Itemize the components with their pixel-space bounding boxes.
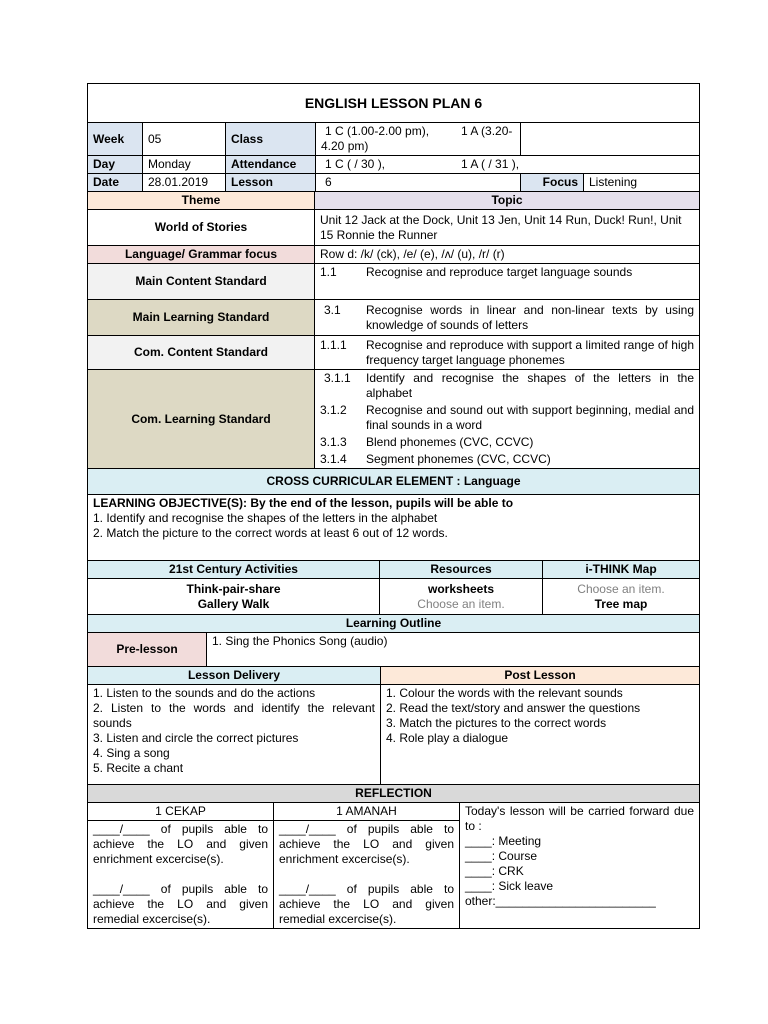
com-content-cell bbox=[315, 336, 700, 370]
com-learning-num: 3.1.2 bbox=[320, 403, 347, 417]
focus-label: Focus bbox=[521, 174, 584, 192]
theme-value: World of Stories bbox=[88, 210, 315, 246]
outline-label: Learning Outline bbox=[88, 615, 700, 633]
lesson-value: 6 bbox=[316, 174, 521, 192]
delivery-item: 3. Listen and circle the correct pictures bbox=[93, 731, 299, 745]
attendance-label: Attendance bbox=[226, 156, 316, 174]
delivery-item: 4. Sing a song bbox=[93, 746, 170, 760]
activities-cell bbox=[88, 579, 380, 615]
class-value-1: 1 C (1.00-2.00 pm), bbox=[325, 124, 430, 138]
class-value-2: 1 A (3.20-4.20 pm) bbox=[321, 124, 513, 153]
com-content-text: Recognise and reproduce with support a limited range of high frequency target language phonemes bbox=[366, 337, 694, 367]
page-title: ENGLISH LESSON PLAN 6 bbox=[88, 84, 700, 123]
objective-item: 2. Match the picture to the correct words at least 6 out of 12 words. bbox=[93, 526, 448, 540]
enrichment-text: ____/____ of pupils able to achieve the LO and given enrichment excercise(s). bbox=[279, 822, 454, 866]
com-learning-text: Segment phonemes (CVC, CCVC) bbox=[366, 452, 551, 466]
com-learning-cell bbox=[315, 370, 700, 469]
objectives-cell bbox=[88, 495, 700, 561]
class-spacer bbox=[521, 123, 700, 156]
delivery-item: 2. Listen to the words and identify the relevant sounds bbox=[93, 701, 375, 730]
class-value bbox=[316, 123, 521, 156]
com-learning-num: 3.1.1 bbox=[324, 371, 351, 385]
post-lesson-label: Post Lesson bbox=[381, 667, 700, 685]
header-table bbox=[87, 83, 700, 192]
objectives-heading: LEARNING OBJECTIVE(S): By the end of the lesson, pupils will be able to bbox=[93, 496, 514, 510]
main-learning-num: 3.1 bbox=[324, 302, 341, 317]
day-label: Day bbox=[88, 156, 143, 174]
remedial-text: ____/____ of pupils able to achieve the LO and given remedial excercise(s). bbox=[93, 882, 268, 926]
post-lesson-item: 1. Colour the words with the relevant sounds bbox=[386, 686, 623, 700]
main-content-cell bbox=[315, 264, 700, 300]
reason-item: ____: CRK bbox=[465, 864, 524, 878]
resources-label: Resources bbox=[380, 561, 543, 579]
reflection-col1-label: 1 CEKAP bbox=[88, 803, 274, 821]
outline-table bbox=[87, 614, 700, 785]
cross-curricular: CROSS CURRICULAR ELEMENT : Language bbox=[88, 469, 700, 495]
com-content-num: 1.1.1 bbox=[320, 337, 347, 352]
ithink-choose-dropdown[interactable]: Choose an item. bbox=[577, 581, 665, 596]
post-lesson-item: 2. Read the text/story and answer the questions bbox=[386, 701, 641, 715]
week-value: 05 bbox=[143, 123, 226, 156]
ithink-item: Tree map bbox=[594, 596, 648, 611]
topic-label: Topic bbox=[315, 192, 700, 210]
activity-item: Gallery Walk bbox=[197, 596, 270, 611]
attendance-value-1: 1 C ( / 30 ), bbox=[325, 157, 386, 171]
objective-item: 1. Identify and recognise the shapes of the letters in the alphabet bbox=[93, 511, 438, 525]
activities-table bbox=[87, 560, 700, 615]
activities-label: 21st Century Activities bbox=[88, 561, 380, 579]
carried-forward-cell bbox=[460, 803, 700, 929]
theme-label: Theme bbox=[88, 192, 315, 210]
main-content-num: 1.1 bbox=[320, 265, 337, 279]
focus-value: Listening bbox=[584, 174, 700, 192]
date-label: Date bbox=[88, 174, 143, 192]
attendance-value-2: 1 A ( / 31 ), bbox=[461, 157, 520, 171]
post-lesson-cell bbox=[381, 685, 700, 785]
main-learning-label: Main Learning Standard bbox=[88, 300, 315, 336]
com-learning-text: Identify and recognise the shapes of the letters in the alphabet bbox=[366, 371, 694, 400]
reflection-col2-cell bbox=[274, 821, 460, 929]
day-value: Monday bbox=[143, 156, 226, 174]
attendance-value bbox=[316, 156, 700, 174]
post-lesson-item: 4. Role play a dialogue bbox=[386, 731, 509, 745]
main-content-text: Recognise and reproduce target language sounds bbox=[366, 265, 633, 279]
delivery-item: 5. Recite a chant bbox=[93, 761, 184, 775]
spacer bbox=[279, 867, 454, 882]
week-label: Week bbox=[88, 123, 143, 156]
main-content-label: Main Content Standard bbox=[88, 264, 315, 300]
ithink-label: i-THINK Map bbox=[543, 561, 700, 579]
resource-choose-dropdown[interactable]: Choose an item. bbox=[417, 596, 505, 611]
post-lesson-item: 3. Match the pictures to the correct words bbox=[386, 716, 607, 730]
delivery-item: 1. Listen to the sounds and do the actions bbox=[93, 686, 316, 700]
reflection-col2-label: 1 AMANAH bbox=[274, 803, 460, 821]
date-value: 28.01.2019 bbox=[143, 174, 226, 192]
carried-forward-text: Today's lesson will be carried forward due to : bbox=[465, 804, 695, 833]
class-label: Class bbox=[226, 123, 316, 156]
com-learning-num: 3.1.3 bbox=[320, 435, 347, 449]
enrichment-text: ____/____ of pupils able to achieve the LO and given enrichment excercise(s). bbox=[93, 822, 268, 866]
main-learning-cell bbox=[315, 300, 700, 336]
resource-item: worksheets bbox=[427, 581, 495, 596]
standards-table bbox=[87, 191, 700, 561]
delivery-cell bbox=[88, 685, 381, 785]
delivery-label: Lesson Delivery bbox=[88, 667, 381, 685]
ithink-cell bbox=[543, 579, 700, 615]
pre-lesson-text: 1. Sing the Phonics Song (audio) bbox=[207, 633, 700, 667]
com-learning-text: Recognise and sound out with support beginning, medial and final sounds in a word bbox=[366, 403, 694, 432]
other-reason: other:________________________ bbox=[465, 894, 656, 908]
com-learning-text: Blend phonemes (CVC, CCVC) bbox=[366, 435, 534, 449]
reason-item: ____: Meeting bbox=[465, 834, 542, 848]
activity-item: Think-pair-share bbox=[186, 581, 281, 596]
lesson-plan bbox=[87, 83, 699, 929]
spacer bbox=[93, 867, 268, 882]
lesson-label: Lesson bbox=[226, 174, 316, 192]
pre-lesson-label: Pre-lesson bbox=[88, 633, 207, 667]
topic-value: Unit 12 Jack at the Dock, Unit 13 Jen, Unit 14 Run, Duck! Run!, Unit 15 Ronnie the Runner bbox=[315, 210, 700, 246]
reason-item: ____: Sick leave bbox=[465, 879, 554, 893]
reflection-col1-cell bbox=[88, 821, 274, 929]
grammar-label: Language/ Grammar focus bbox=[88, 246, 315, 264]
com-learning-num: 3.1.4 bbox=[320, 452, 347, 466]
com-content-label: Com. Content Standard bbox=[88, 336, 315, 370]
reflection-table bbox=[87, 784, 700, 929]
main-learning-text: Recognise words in linear and non-linear texts by using knowledge of sounds of letters bbox=[366, 302, 694, 332]
remedial-text: ____/____ of pupils able to achieve the LO and given remedial excercise(s). bbox=[279, 882, 454, 926]
resources-cell bbox=[380, 579, 543, 615]
grammar-value: Row d: /k/ (ck), /e/ (e), /ʌ/ (u), /r/ (r) bbox=[315, 246, 700, 264]
com-learning-label: Com. Learning Standard bbox=[88, 370, 315, 469]
reflection-label: REFLECTION bbox=[88, 785, 700, 803]
reason-item: ____: Course bbox=[465, 849, 538, 863]
